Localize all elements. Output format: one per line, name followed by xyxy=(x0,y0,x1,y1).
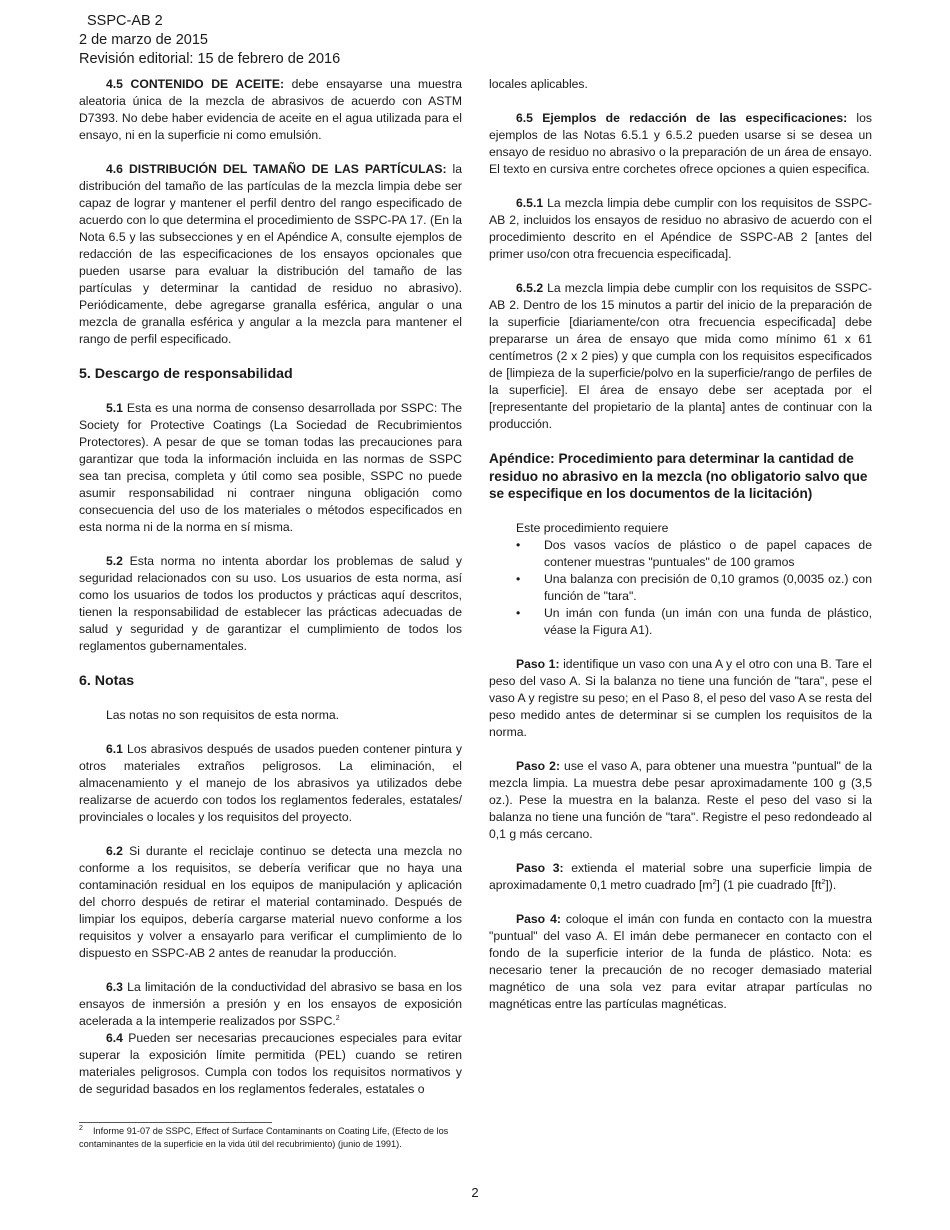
section-text: La limitación de la conductividad del abrasivo se basa en los ensayos de inmersión a presión y en los ensayos de exposición acelerada a la intemperie realizados por SSPC. xyxy=(79,980,462,1028)
step-label: Paso 4: xyxy=(516,911,561,926)
document-code: SSPC-AB 2 xyxy=(87,13,163,29)
section-text: debe ensayarse una muestra aleatoria única de la mezcla de abrasivos de acuerdo con ASTM D7393. No debe haber evidencia de aceite en el agua utilizada para el ensayo, ni en la superficie ni como emulsión. xyxy=(79,77,463,142)
section-text: Esta norma no intenta abordar los problemas de salud y seguridad relacionados con su uso. Los usuarios de esta norma, así como los usuarios de todos los productos y prácticas aquí descritos, tienen la responsabilidad de establecer las prácticas adecuadas de salud y seguridad y de garantizar el cumplimiento de todos los reglamentos gubernamentales. xyxy=(79,554,462,653)
section-number: 4.5 xyxy=(106,77,123,91)
step-label: Paso 2: xyxy=(516,758,561,773)
bullet-icon: • xyxy=(516,571,521,586)
right-column xyxy=(489,76,872,1030)
superscript: 2 xyxy=(821,878,826,886)
step-1 xyxy=(489,656,872,741)
section-title: CONTENIDO DE ACEITE: xyxy=(130,77,285,91)
step-label: Paso 1: xyxy=(516,656,560,671)
section-number: 6.3 xyxy=(106,980,123,994)
footnote-number: 2 xyxy=(79,1124,83,1132)
section-4-5 xyxy=(79,76,462,144)
step-text: identifique un vaso con una A y el otro con una B. Tare el peso del vaso A. Si la balanza no tiene una función de "tara", pese el vaso A y registre su peso; en el Paso 8, el peso del vaso A se resta del peso medido antes de determinar si se cumplen los requisitos de la norma. xyxy=(489,656,872,739)
step-label: Paso 3: xyxy=(516,860,564,875)
section-number: 6.1 xyxy=(106,742,123,756)
step-3 xyxy=(489,860,872,894)
step-text: ]). xyxy=(825,877,837,892)
section-4-6 xyxy=(79,161,462,348)
footnote-text: Informe 91-07 de SSPC, Effect of Surface Contaminants on Coating Life, (Efecto de los contaminantes de la superficie en la vida útil del recubrimiento) (junio de 1991). xyxy=(79,1126,449,1149)
document-date: 2 de marzo de 2015 xyxy=(79,32,208,48)
section-text: Los abrasivos después de usados pueden contener pintura y otros materiales extraños peligrosos. La eliminación, el almacenamiento y el manejo de los abrasivos ya utilizados debe realizarse de acuerdo con todos los reglamentos federales, estatales/ provinciales o locales y los requisitos del proyecto. xyxy=(79,742,462,824)
footnote-divider xyxy=(79,1122,272,1123)
bullet-icon: • xyxy=(516,537,521,552)
step-text: ] (1 pie cuadrado [ft xyxy=(716,877,822,892)
section-text: Pueden ser necesarias precauciones especiales para evitar superar la exposición límite permitida (PEL) cuando se retiren materiales peligrosos. Cumpla con todos los requisitos normativos y de seguridad basados en los reglamentos federales, estatales o xyxy=(79,1031,462,1096)
step-text: extienda el material sobre una superficie limpia de aproximadamente 0,1 metro cuadrado [m xyxy=(489,860,872,892)
section-number: 6.5.1 xyxy=(516,196,544,210)
list-item: • Dos vasos vacíos de plástico o de papel capaces de contener muestras "puntuales" de 100 gramos xyxy=(516,537,872,569)
procedure-intro: Este procedimiento requiere xyxy=(516,520,669,535)
section-number: 5.1 xyxy=(106,401,123,415)
section-text: la distribución del tamaño de las partículas de la mezcla limpia debe ser capaz de lograr y mantener el perfil dentro del rango especificado de acuerdo con lo que determina el procedimiento de SSPC-PA 17. (En la Nota 6.5 y las subsecciones y en el Apéndice A, consulte ejemplos de redacción de las especificaciones de los ensayos opcionales que pueden usarse para evaluar la distribución del tamaño de las partículas y determinar la cantidad de residuo no abrasivo). Periódicamente, debe agregarse granalla esférica, angular o una mezcla de granalla esférica y angular a la mezcla para mantener el rango de perfil especificado. xyxy=(79,162,463,346)
list-item: • Una balanza con precisión de 0,10 gramos (0,0035 oz.) con función de "tara". xyxy=(516,571,872,603)
section-6-5-2 xyxy=(489,280,872,433)
section-6-2 xyxy=(79,843,462,962)
heading-notes: 6. Notas xyxy=(79,673,135,689)
section-5-2 xyxy=(79,553,462,655)
step-text: coloque el imán con funda en contacto con la muestra "puntual" del vaso A. El imán debe permanecer en contacto con el fondo de la superficie interior de la funda de plástico. Nota: es necesario tener la precaución de no recoger demasiado material magnético de una sola vez para evitar atrapar partículas no magnéticas entre las partículas magnéticas. xyxy=(489,911,872,1011)
step-4 xyxy=(489,911,872,1013)
footnote xyxy=(79,1125,462,1151)
section-text: La mezcla limpia debe cumplir con los requisitos de SSPC-AB 2, incluidos los ensayos de residuo no abrasivo de acuerdo con el procedimiento descrito en el Apéndice de SSPC-AB 2 [antes del primer uso/con otra frecuencia especificada]. xyxy=(489,196,872,261)
section-title: Ejemplos de redacción de las especificaciones: xyxy=(542,111,848,125)
step-text: use el vaso A, para obtener una muestra "puntual" de la mezcla limpia. La muestra debe pesar aproximadamente 100 g (3,5 oz.). Pese la muestra en la balanza. Reste el peso del vaso si la balanza no tiene una función de "tara". Registre el peso redondeado al 0,1 g más cercano. xyxy=(489,758,872,841)
section-6-5 xyxy=(489,110,872,178)
section-number: 4.6 xyxy=(106,162,123,176)
section-text: La mezcla limpia debe cumplir con los requisitos de SSPC-AB 2. Dentro de los 15 minutos a partir del inicio de la preparación de la superficie [diariamente/con otra frecuencia especificada] debe prepararse un área de ensayo que mida como mínimo 61 x 61 centímetros (2 x 2 pies) y que cumpla con los requisitos especificados de [limpieza de la superficie/polvo en la superficie/rango de perfiles de la superficie]. El área de ensayo debe ser aceptada por el [representante del propietario de la planta] antes de continuar con la producción. xyxy=(489,281,872,431)
notes-intro: Las notas no son requisitos de esta norma. xyxy=(106,708,340,722)
section-6-1 xyxy=(79,741,462,826)
section-number: 6.2 xyxy=(106,844,123,858)
section-title: DISTRIBUCIÓN DEL TAMAÑO DE LAS PARTÍCULAS: xyxy=(128,162,447,176)
superscript: 2 xyxy=(712,878,717,886)
footnote-ref: 2 xyxy=(335,1014,340,1022)
list-item: • Un imán con funda (un imán con una funda de plástico, véase la Figura A1). xyxy=(516,605,872,637)
requirements-list xyxy=(489,537,872,639)
section-number: 6.4 xyxy=(106,1031,123,1045)
step-2 xyxy=(489,758,872,843)
section-number: 6.5 xyxy=(516,111,533,125)
section-number: 5.2 xyxy=(106,554,123,568)
section-6-4-continued: locales aplicables. xyxy=(489,77,588,91)
section-text: Si durante el reciclaje continuo se detecta una mezcla no conforme a los requisitos, se debería verificar que no haya una contaminación residual en los equipos de manipulación y aplicación del chorro después de retirar el material contaminado. Después de limpiar los equipos, debería cargarse material nuevo conforme a los requisitos y volver a ensayarlo para verificar el cumplimiento de lo dispuesto en SSPC-AB 2 antes de reanudar la producción. xyxy=(79,844,462,960)
bullet-icon: • xyxy=(516,605,521,620)
section-text: Esta es una norma de consenso desarrollada por SSPC: The Society for Protective Coatings (La Sociedad de Recubrimientos Protectores). A pesar de que se toman todas las precauciones para garantizar que toda la información incluida en las normas de SSPC sea tan precisa, completa y útil como sea posible, SSPC no puede asumir responsabilidad ni contraer ninguna obligación como consecuencia del uso de los materiales o métodos especificados en esta norma ni de la norma en sí misma. xyxy=(79,401,462,534)
heading-appendix: Apéndice: Procedimiento para determinar la cantidad de residuo no abrasivo en la mezcla (no obligatorio salvo que se especifique en los documentos de la licitación) xyxy=(489,451,868,501)
revision-date: Revisión editorial: 15 de febrero de 2016 xyxy=(79,51,341,67)
section-6-4 xyxy=(79,1030,462,1098)
section-6-5-1 xyxy=(489,195,872,263)
section-text: los ejemplos de las Notas 6.5.1 y 6.5.2 pueden usarse si se desea un ensayo de residuo no abrasivo o la preparación de un área de ensayo. El texto en cursiva entre corchetes ofrece opciones a quien especifica. xyxy=(489,111,872,176)
section-number: 6.5.2 xyxy=(516,281,544,295)
section-6-3 xyxy=(79,979,462,1030)
section-5-1 xyxy=(79,400,462,536)
page-number: 2 xyxy=(471,1185,479,1200)
heading-disclaimer: 5. Descargo de responsabilidad xyxy=(79,366,293,382)
page-header xyxy=(79,12,340,69)
left-column xyxy=(79,76,462,1115)
